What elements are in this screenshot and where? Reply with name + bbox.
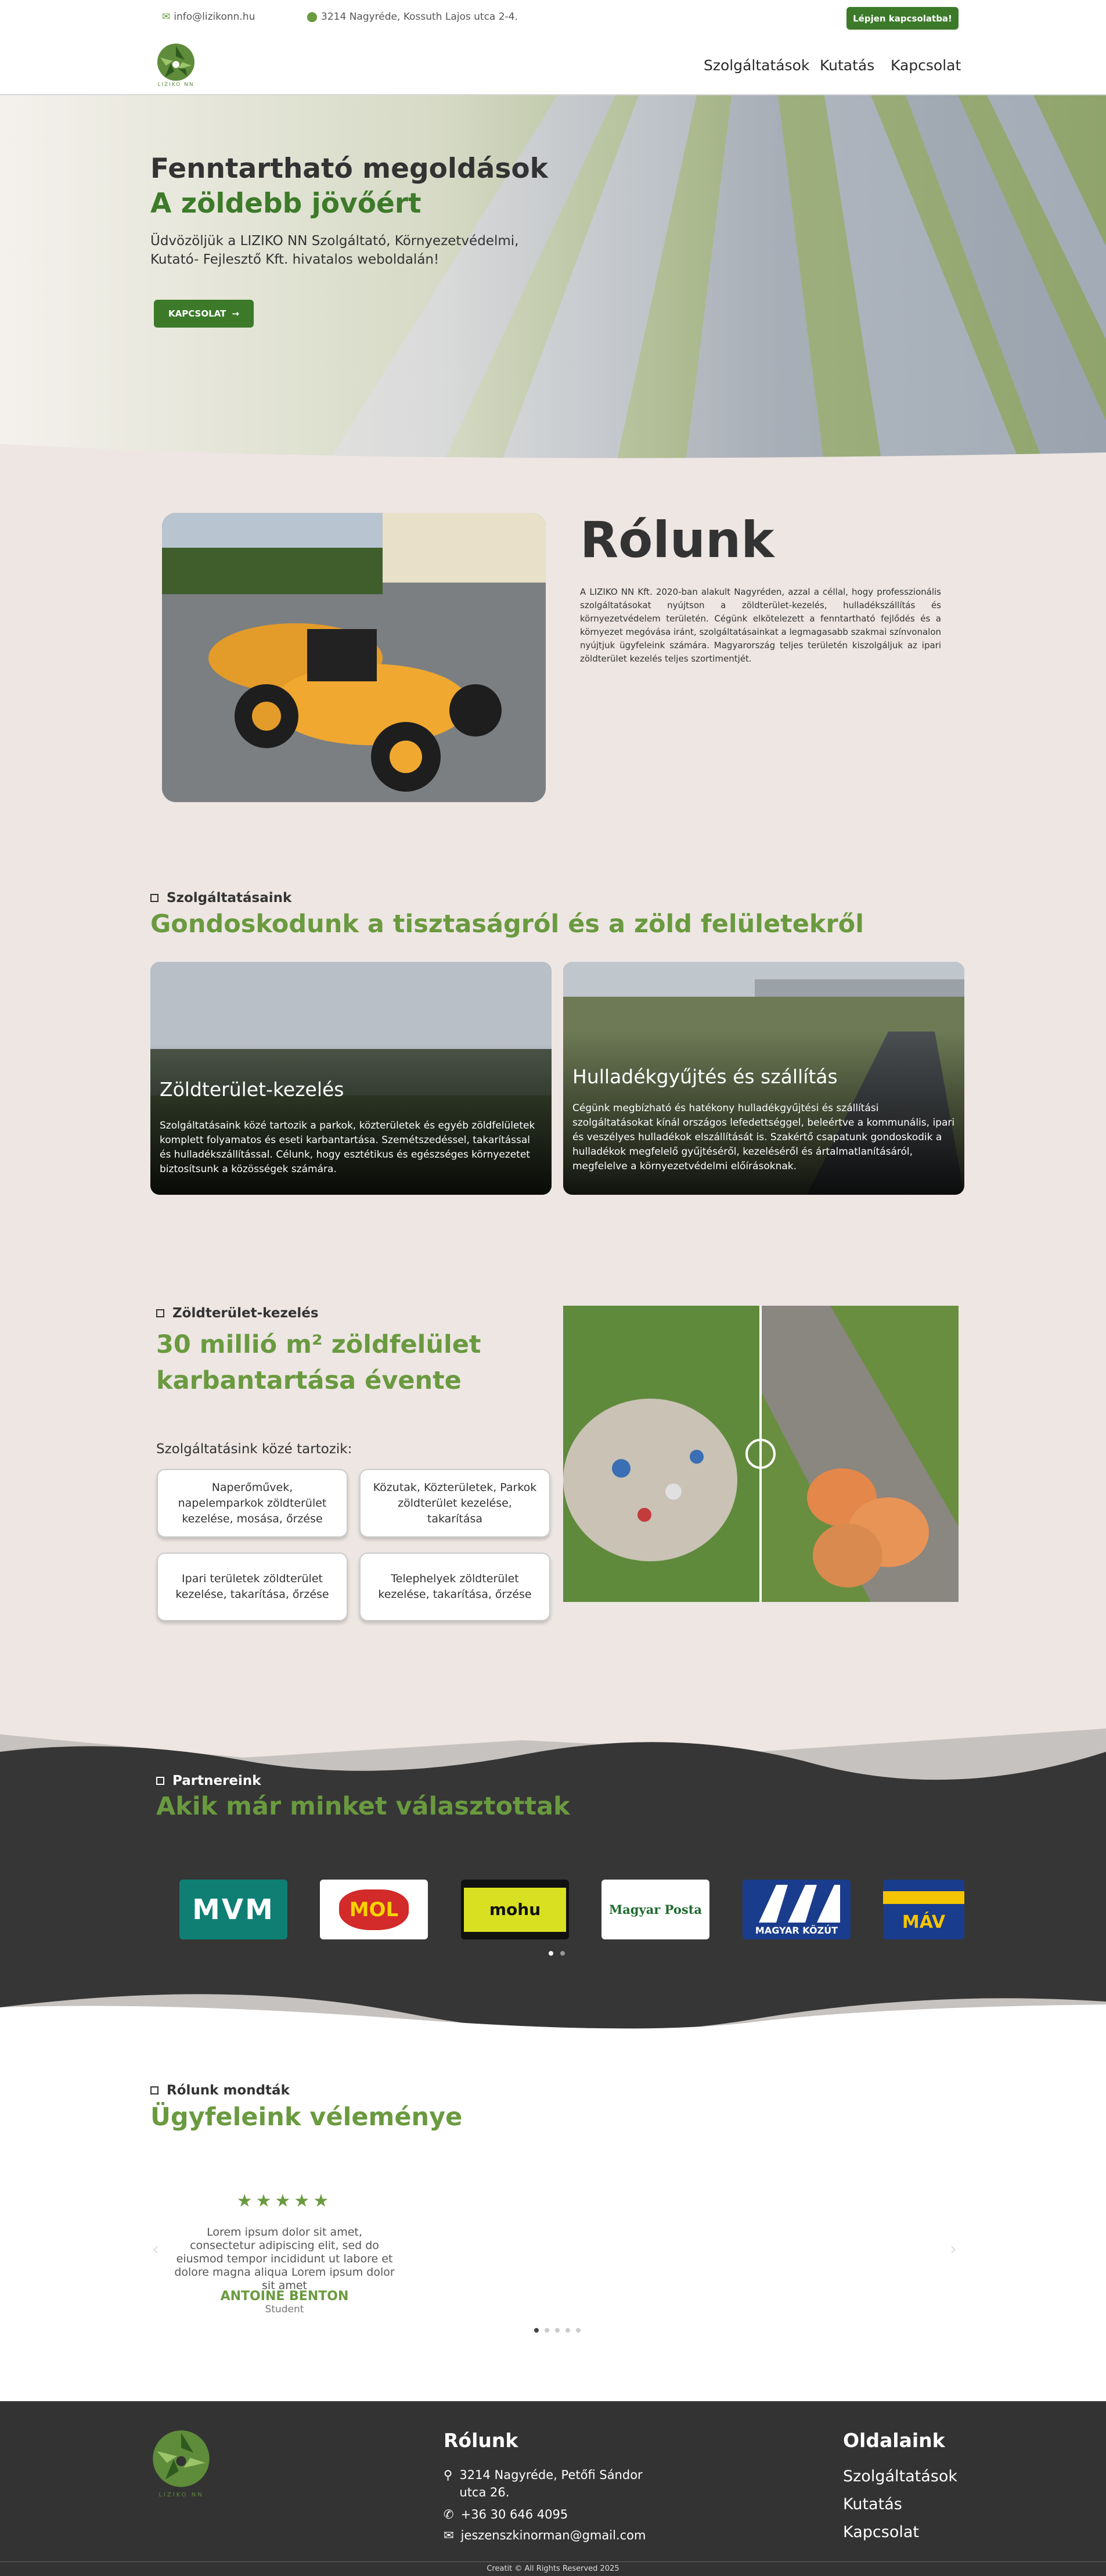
next-arrow-icon[interactable]: › [950, 2239, 957, 2259]
about-mower-image [162, 513, 546, 802]
company-logo[interactable] [154, 42, 197, 89]
nav-szolgaltatasok[interactable]: Szolgáltatások [704, 57, 810, 74]
testimonial-name: ANTOINE BENTON [220, 2289, 349, 2304]
carousel-dot[interactable] [555, 2328, 560, 2333]
partner-logo-mol[interactable]: MOL [320, 1880, 428, 1939]
logo-text: LIZIKO NN [157, 82, 194, 88]
service-card-text: Cégünk megbízható és hatékony hulladékgyűjtési és szállítási szolgáltatásokat kínál országos lefedettséggel, beleértve a kommunális, ipari és veszélyes hulladékok elszállítását is. Szakértő csapatunk gondoskodik a hulladékok megfelelő gyűjtéséről, kezeléséről és ártalmatlanításáról, megfelelve a környezetvédelmi előírásoknak. [572, 1102, 955, 1172]
about-text: A LIZIKO NN Kft. 2020-ban alakult Nagyréden, azzal a céllal, hogy professzionális szolgáltatásokat nyújtson a zöldterület-kezelés, hulladékszállítás és környezetvédelem területén. Cégünk elkötelezett a fenntartható fejlődés és a környezet megóvása iránt, szolgáltatásainkat a legmagasabb szakmai színvonalon nyújtjuk ügyfeleink számára. Magyarország teljes területén kiszolgáljuk az ipari zöldterület kezelés teljes szortimentjét. [580, 587, 941, 664]
partners-heading: Akik már minket választottak [156, 1792, 570, 1821]
service-card-green[interactable] [150, 962, 552, 1195]
partner-logo-mohu[interactable]: mohu [461, 1880, 569, 1939]
mail-icon: ✉ [444, 2528, 454, 2542]
footer-logo[interactable] [150, 2428, 212, 2503]
green-label: Zöldterület-kezelés [156, 1306, 319, 1321]
topbar-email[interactable]: ✉ info@lizikonn.hu [162, 11, 255, 23]
service-card-waste[interactable] [563, 962, 964, 1195]
service-pill-industrial: Ipari területek zöldterület kezelése, takarítása, őrzése [157, 1553, 348, 1621]
footer-logo-text: LIZIKO NN [158, 2492, 204, 2498]
before-after-image[interactable] [563, 1306, 959, 1602]
footer-link-szolgaltatasok[interactable]: Szolgáltatások [843, 2467, 958, 2485]
hero-subtitle: Üdvözöljük a LIZIKO NN Szolgáltató, Környezetvédelmi, Kutató- Fejlesztő Kft. hivatalos weboldalán! [150, 233, 519, 267]
carousel-dot[interactable] [560, 1951, 565, 1956]
mail-icon: ✉ [162, 11, 171, 23]
service-card-text: Szolgáltatásaink közé tartozik a parkok, közterületek és egyéb zöldfelületek komplett folyamatos és eseti karbantartása. Szemétszedéssel, takarítással és hulladékszállítással. Célunk, hogy esztétikus és egészséges környezetet biztosítsunk a közösségek számára. [160, 1120, 535, 1175]
nav-kapcsolat[interactable]: Kapcsolat [891, 57, 961, 74]
green-list-title: Szolgáltatásink közé tartozik: [156, 1442, 352, 1457]
hero-contact-button[interactable]: KAPCSOLAT → [154, 300, 254, 328]
footer-phone[interactable]: ✆ +36 30 646 4095 [444, 2506, 568, 2523]
testimonials-label: Rólunk mondták [150, 2083, 290, 2098]
solar-field-image [0, 95, 1106, 467]
square-icon [156, 1309, 164, 1317]
footer-email[interactable]: ✉ jeszenszkinorman@gmail.com [444, 2527, 646, 2544]
partner-logo-mvm[interactable]: MVM [179, 1880, 287, 1939]
green-heading-line1: 30 millió m² zöldfelület [156, 1330, 481, 1359]
green-heading-line2: karbantartása évente [156, 1366, 462, 1395]
service-card-title: Zöldterület-kezelés [160, 1078, 344, 1101]
services-heading: Gondoskodunk a tisztaságról és a zöld felületekről [150, 910, 864, 939]
footer-link-kutatas[interactable]: Kutatás [843, 2495, 902, 2513]
square-icon [150, 2086, 158, 2094]
footer-pages-title: Oldalaink [843, 2429, 945, 2452]
carousel-dot[interactable] [545, 2328, 549, 2333]
contact-cta-button[interactable]: Lépjen kapcsolatba! [846, 7, 959, 30]
partners-label: Partnereink [156, 1773, 261, 1788]
carousel-dot[interactable] [565, 2328, 570, 2333]
testimonial-stars: ★★★★★ [236, 2191, 333, 2211]
hero-title: Fenntartható megoldások [150, 153, 548, 185]
square-icon [150, 894, 158, 902]
partner-logo-mav[interactable]: MÁV [883, 1880, 964, 1939]
hero-section [0, 95, 1106, 467]
service-pill-solar: Naperőművek, napelemparkok zöldterület kezelése, mosása, őrzése [157, 1469, 348, 1537]
service-card-title: Hulladékgyűjtés és szállítás [572, 1065, 838, 1088]
footer-link-kapcsolat[interactable]: Kapcsolat [843, 2523, 919, 2541]
topbar-address: ⬤ 3214 Nagyréde, Kossuth Lajos utca 2-4. [307, 11, 518, 23]
service-pill-sites: Telephelyek zöldterület kezelése, takarítása, őrzése [359, 1553, 550, 1621]
footer-divider [0, 2561, 1106, 2562]
testimonial-dots [534, 2328, 581, 2333]
testimonial-role: Student [265, 2304, 304, 2315]
location-pin-icon: ⬤ [307, 11, 318, 23]
service-pill-roads: Közutak, Közterületek, Parkok zöldterület kezelése, takarítása [359, 1469, 550, 1537]
prev-arrow-icon[interactable]: ‹ [152, 2239, 159, 2259]
carousel-dot[interactable] [576, 2328, 581, 2333]
square-icon [156, 1777, 164, 1785]
footer-about-title: Rólunk [444, 2429, 518, 2452]
partner-logo-posta[interactable]: Magyar Posta [601, 1880, 709, 1939]
footer-copyright: Creatit © All Rights Reserved 2025 [487, 2564, 619, 2573]
services-label: Szolgáltatásaink [150, 890, 291, 906]
arrow-right-icon: → [232, 308, 239, 319]
testimonials-heading: Ügyfeleink véleménye [150, 2103, 463, 2132]
phone-icon: ✆ [444, 2507, 454, 2521]
nav-kutatas[interactable]: Kutatás [820, 57, 875, 74]
footer-address: ⚲ 3214 Nagyréde, Petőfi Sándor utca 26. [444, 2466, 664, 2501]
testimonial-quote: Lorem ipsum dolor sit amet, consectetur adipiscing elit, sed do eiusmod tempor incididunt ut labore et dolore magna aliqua Lorem ipsum dolor sit amet [174, 2226, 395, 2292]
carousel-dot-active[interactable] [549, 1951, 553, 1956]
main-navbar [0, 36, 1106, 95]
hero-title-accent: A zöldebb jövőért [150, 188, 421, 220]
footer [0, 2401, 1106, 2576]
partner-logo-kozut[interactable]: MAGYAR KÖZÚT [743, 1880, 851, 1939]
top-bar [0, 0, 1106, 36]
about-title: Rólunk [580, 511, 774, 569]
location-pin-icon: ⚲ [444, 2468, 453, 2482]
carousel-dot-active[interactable] [534, 2328, 539, 2333]
